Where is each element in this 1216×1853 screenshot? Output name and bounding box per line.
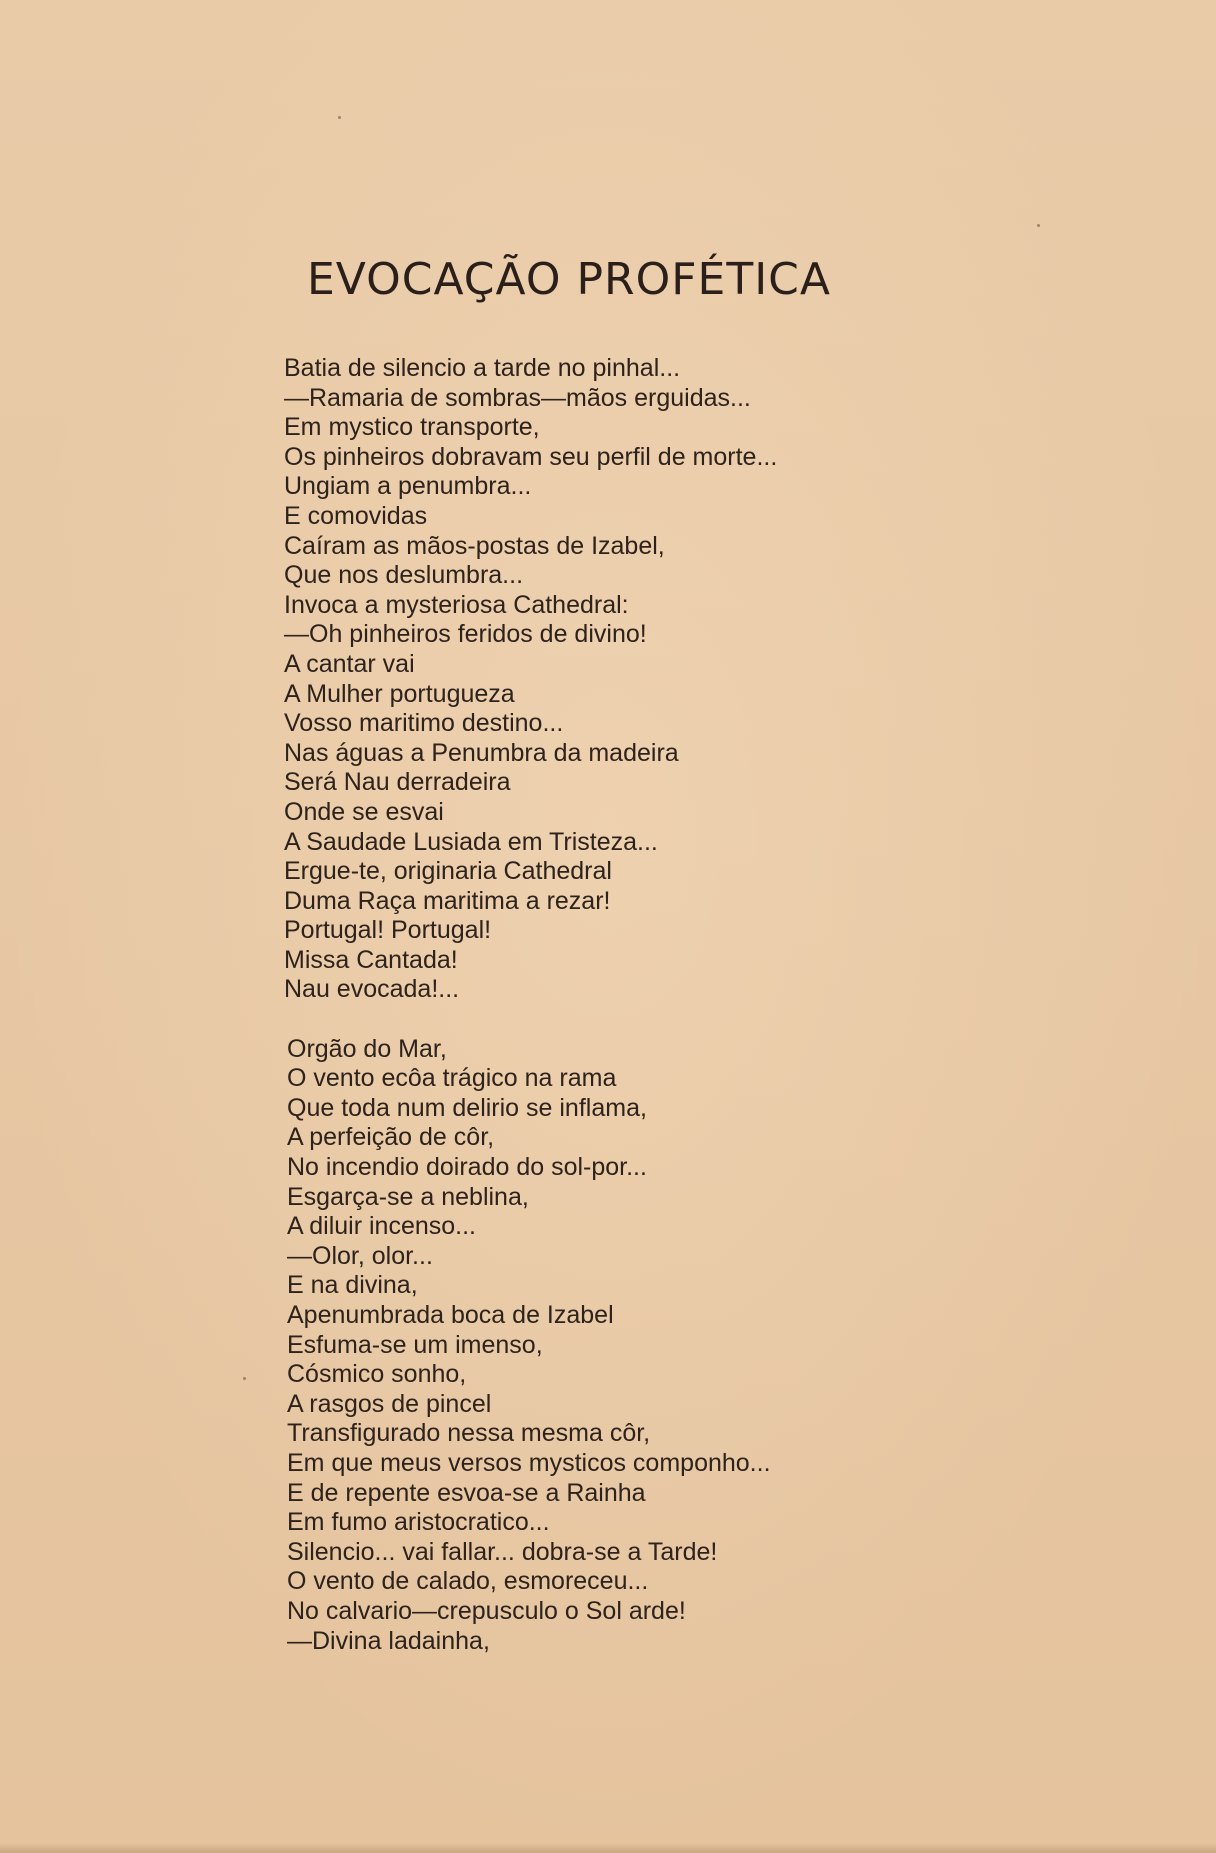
poem-line: —Ramaria de sombras—mãos erguidas... <box>284 383 751 412</box>
poem-line: A rasgos de pincel <box>287 1389 492 1418</box>
paper-speck <box>1037 224 1040 227</box>
poem-line: A Mulher portugueza <box>284 679 515 708</box>
poem-line: O vento de calado, esmoreceu... <box>287 1567 649 1596</box>
poem-line: A Saudade Lusiada em Tristeza... <box>284 827 658 856</box>
poem-line: Em que meus versos mysticos componho... <box>287 1448 771 1477</box>
poem-line: Portugal! Portugal! <box>284 916 492 945</box>
poem-line: —Oh pinheiros feridos de divino! <box>284 620 647 649</box>
poem-line: Orgão do Mar, <box>287 1034 447 1063</box>
poem-line: Os pinheiros dobravam seu perfil de morte... <box>284 442 778 471</box>
poem-line: Duma Raça maritima a rezar! <box>284 886 611 915</box>
poem-line: E de repente esvoa-se a Rainha <box>287 1478 646 1507</box>
poem-line: O vento ecôa trágico na rama <box>287 1064 617 1093</box>
poem-line: Esgarça-se a neblina, <box>287 1182 529 1211</box>
poem-line: Missa Cantada! <box>284 945 458 974</box>
poem-line: No incendio doirado do sol-por... <box>287 1153 647 1182</box>
poem-line: E comovidas <box>284 501 428 530</box>
poem-line: —Olor, olor... <box>287 1241 433 1270</box>
poem-line: Cósmico sonho, <box>287 1360 467 1389</box>
poem-line: Silencio... vai fallar... dobra-se a Tarde! <box>287 1537 718 1566</box>
paper-speck <box>338 116 341 119</box>
poem-text <box>284 354 777 1656</box>
poem-line: Esfuma-se um imenso, <box>287 1330 543 1359</box>
poem-line: Ergue-te, originaria Cathedral <box>284 857 612 886</box>
poem-line: Batia de silencio a tarde no pinhal... <box>284 354 681 382</box>
poem-line: E na divina, <box>287 1271 418 1300</box>
poem-line: A perfeição de côr, <box>287 1123 495 1152</box>
stanza-break <box>284 1005 777 1035</box>
poem-line: No calvario—crepusculo o Sol arde! <box>287 1596 686 1625</box>
paper-speck <box>243 1377 246 1380</box>
poem-line: Será Nau derradeira <box>284 768 511 797</box>
poem-line: Onde se esvai <box>284 797 444 826</box>
poem-title: EVOCAÇÃO PROFÉTICA <box>307 254 831 305</box>
poem-line: Que nos deslumbra... <box>284 561 524 590</box>
poem-line: Em mystico transporte, <box>284 413 540 442</box>
poem-line: A cantar vai <box>284 649 415 678</box>
poem-line: Em fumo aristocratico... <box>287 1508 550 1537</box>
poem-line: Ungiam a penumbra... <box>284 472 532 501</box>
poem-line: Nas águas a Penumbra da madeira <box>284 738 679 767</box>
poem-line: A diluir incenso... <box>287 1212 476 1241</box>
poem-line: Que toda num delirio se inflama, <box>287 1093 647 1122</box>
poem-line: Transfigurado nessa mesma côr, <box>287 1419 651 1448</box>
poem-line: Vosso maritimo destino... <box>284 709 564 738</box>
poem-line: —Divina ladainha, <box>287 1626 490 1655</box>
poem-line: Caíram as mãos-postas de Izabel, <box>284 531 665 560</box>
poem-line: Apenumbrada boca de Izabel <box>287 1301 614 1329</box>
poem-line: Nau evocada!... <box>284 975 460 1004</box>
poem-line: Invoca a mysteriosa Cathedral: <box>284 590 629 619</box>
